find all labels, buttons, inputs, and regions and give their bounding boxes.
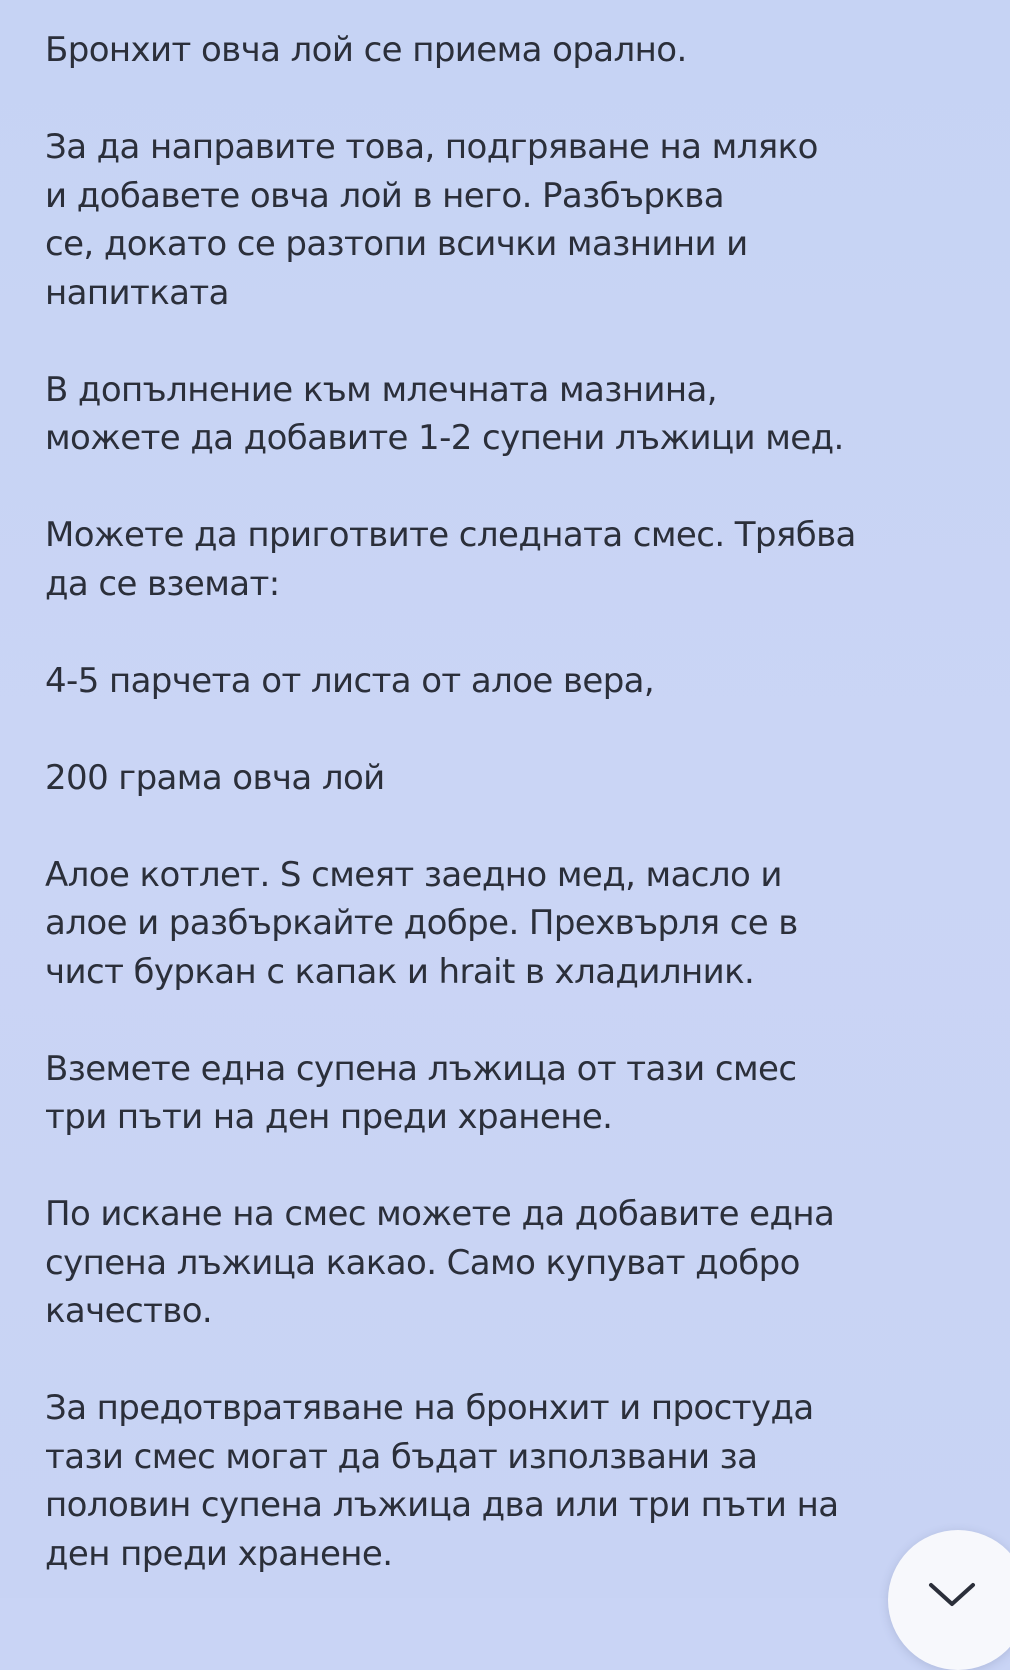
paragraph-gap [45,802,945,851]
paragraph-gap [45,1336,945,1385]
paragraph-10: За предотвратяване на бронхит и простуда тази смес могат да бъдат използвани за половин супена лъжица два или три пъти на ден преди хранене. [45,1388,839,1574]
paragraph-4: Можете да приготвите следната смес. Трябва да се вземат: [45,515,856,604]
paragraph-8: Вземете една супена лъжица от тази смес три пъти на ден преди хранене. [45,1048,797,1137]
paragraph-gap [45,705,945,754]
paragraph-1: Бронхит овча лой се приема орално. [45,30,687,70]
paragraph-6: 200 грама овча лой [45,757,385,798]
collapse-button[interactable] [888,1530,1010,1670]
paragraph-gap [45,463,945,512]
paragraph-gap [45,608,945,657]
chevron-down-icon [928,1582,976,1608]
paragraph-9: По искане на смес можете да добавите една супена лъжица какао. Само купуват добро качество. [45,1194,835,1331]
paragraph-5: 4-5 парчета от листа от алое вера, [45,660,655,701]
paragraph-gap [45,317,945,366]
article-body [45,26,945,1578]
paragraph-2: За да направите това, подгряване на мляко и добавете овча лой в него. Разбърква се, докато се разтопи всички мазнини и напитката [45,127,818,313]
paragraph-gap [45,75,945,124]
paragraph-7: Алое котлет. S смеят заедно мед, масло и алое и разбъркайте добре. Прехвърля се в чист буркан с капак и hrait в хладилник. [45,854,798,992]
paragraph-gap [45,1142,945,1191]
paragraph-gap [45,996,945,1045]
paragraph-3: В допълнение към млечната мазнина, можете да добавите 1-2 супени лъжици мед. [45,369,844,458]
